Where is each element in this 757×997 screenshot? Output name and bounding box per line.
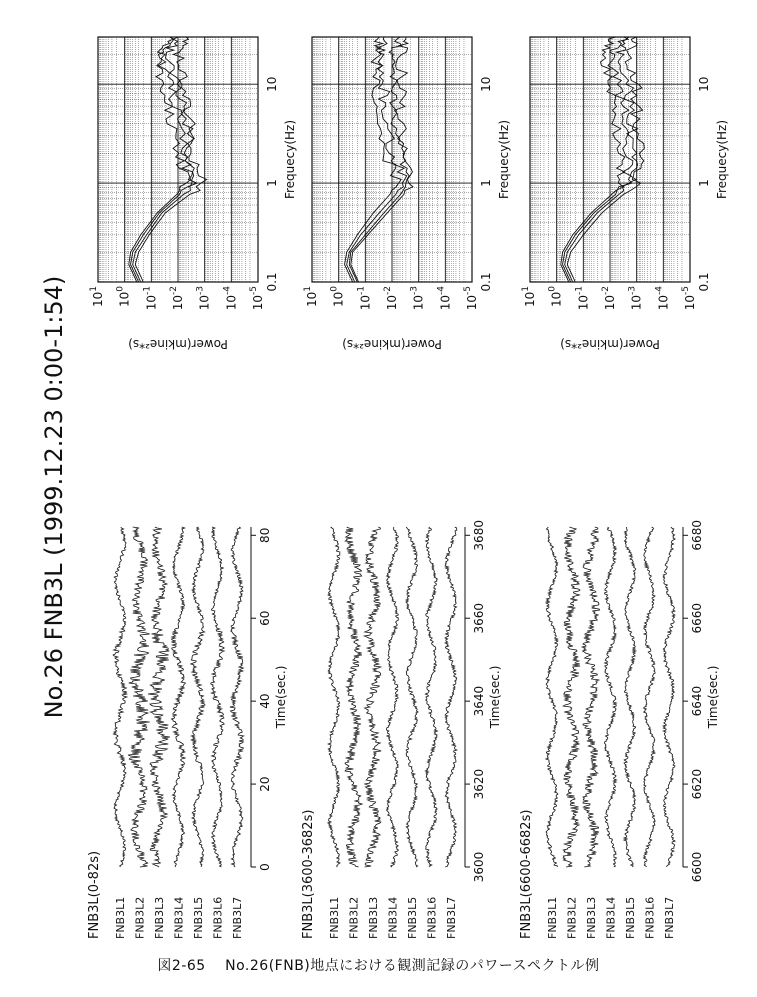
tick-base: 10 bbox=[438, 294, 453, 311]
tick-exponent: -5 bbox=[681, 286, 691, 295]
power-tick-label bbox=[196, 286, 212, 310]
tick-exponent: -2 bbox=[383, 286, 393, 295]
tick-exponent: 0 bbox=[329, 286, 340, 292]
tick-exponent: -1 bbox=[574, 286, 585, 295]
channel-label: FNB3L4 bbox=[604, 896, 618, 939]
trace-line bbox=[406, 527, 418, 867]
time-tick-label: 6680 bbox=[690, 520, 704, 551]
tick-base: 10 bbox=[171, 294, 185, 311]
time-tick-label: 3620 bbox=[472, 768, 486, 800]
tick-exponent: 0 bbox=[115, 286, 126, 292]
time-axis-label: Time(sec.) bbox=[706, 665, 720, 729]
trace-line bbox=[445, 527, 457, 867]
tick-exponent: -4 bbox=[222, 286, 233, 295]
tick-exponent: -5 bbox=[463, 286, 473, 295]
power-axis-label: Power(mkine²*s) bbox=[342, 337, 442, 351]
spectrum-panel-3 bbox=[521, 37, 729, 351]
trace-line bbox=[425, 527, 437, 867]
tick-base: 10 bbox=[251, 294, 265, 311]
tick-base: 10 bbox=[117, 291, 132, 308]
spectrum-line bbox=[561, 37, 625, 282]
trace-line bbox=[148, 527, 170, 867]
trace-line bbox=[582, 527, 599, 867]
panel-title: FNB3L(3600-3682s) bbox=[301, 809, 316, 939]
channel-label: FNB3L5 bbox=[406, 896, 419, 939]
tick-base: 10 bbox=[683, 294, 697, 311]
tick-exponent: 0 bbox=[547, 286, 558, 292]
channel-label: FNB3L7 bbox=[445, 896, 458, 939]
tick-exponent: -1 bbox=[356, 286, 367, 295]
tick-base: 10 bbox=[385, 294, 399, 311]
freq-tick-label: 10 bbox=[479, 76, 493, 92]
power-tick-label bbox=[410, 286, 426, 310]
time-tick-label: 20 bbox=[258, 776, 272, 792]
spectrum-panel-2 bbox=[303, 37, 511, 351]
channel-label: FNB3L1 bbox=[328, 896, 341, 939]
channel-label: FNB3L6 bbox=[425, 896, 439, 939]
freq-tick-label: 1 bbox=[479, 179, 493, 187]
freq-axis-label: Frequecy(Hz) bbox=[497, 119, 511, 200]
time-tick-label: 3640 bbox=[472, 685, 486, 717]
channel-label: FNB3L2 bbox=[565, 896, 579, 939]
power-tick-label bbox=[169, 286, 185, 310]
tick-base: 10 bbox=[197, 294, 212, 311]
power-tick-label bbox=[222, 286, 238, 311]
tick-base: 10 bbox=[144, 294, 159, 311]
channel-label: FNB3L4 bbox=[386, 896, 400, 939]
trace-line bbox=[128, 527, 150, 867]
panel-title: FNB3L(6600-6682s) bbox=[519, 809, 534, 939]
spectrum-line bbox=[129, 37, 191, 282]
tick-base: 10 bbox=[523, 291, 537, 308]
power-tick-label bbox=[330, 286, 346, 307]
power-tick-label bbox=[436, 286, 452, 311]
channel-label: FNB3L2 bbox=[133, 896, 147, 939]
channel-label: FNB3L5 bbox=[624, 896, 637, 939]
trace-line bbox=[230, 527, 244, 867]
trace-line bbox=[364, 527, 381, 867]
channel-label: FNB3L6 bbox=[211, 896, 225, 939]
channel-label: FNB3L5 bbox=[192, 896, 205, 939]
power-axis-label: Power(mkine²*s) bbox=[128, 337, 228, 351]
power-tick-label bbox=[116, 286, 132, 307]
figure-caption: 図2-65 No.26(FNB)地点における観測記録のパワースペクトル例 bbox=[157, 958, 600, 974]
channel-label: FNB3L7 bbox=[663, 896, 676, 939]
tick-exponent: -5 bbox=[249, 286, 259, 295]
trace-line bbox=[191, 527, 205, 867]
tick-base: 10 bbox=[358, 294, 373, 311]
tick-exponent: 1 bbox=[89, 286, 99, 292]
time-tick-label: 3600 bbox=[472, 851, 486, 883]
trace-line bbox=[345, 527, 362, 867]
tick-exponent: -1 bbox=[142, 286, 153, 295]
spectrum-line bbox=[133, 37, 195, 282]
tick-exponent: -2 bbox=[601, 286, 611, 295]
time-tick-label: 6600 bbox=[690, 851, 704, 883]
tick-exponent: -3 bbox=[409, 286, 420, 295]
trace-line bbox=[172, 527, 186, 867]
time-axis-label: Time(sec.) bbox=[274, 665, 288, 729]
trace-line bbox=[113, 527, 127, 867]
freq-tick-label: 10 bbox=[697, 76, 711, 92]
time-tick-label: 0 bbox=[258, 863, 272, 871]
tick-exponent: -3 bbox=[627, 286, 638, 295]
freq-axis-label: Frequecy(Hz) bbox=[715, 119, 729, 200]
power-tick-label bbox=[142, 286, 158, 310]
power-tick-label bbox=[654, 286, 670, 311]
tick-base: 10 bbox=[576, 294, 591, 311]
channel-label: FNB3L7 bbox=[231, 896, 244, 939]
trace-line bbox=[604, 527, 616, 867]
power-axis-label: Power(mkine²*s) bbox=[560, 337, 660, 351]
tick-base: 10 bbox=[411, 294, 426, 311]
tick-base: 10 bbox=[629, 294, 644, 311]
power-tick-label bbox=[356, 286, 372, 310]
power-tick-label bbox=[89, 286, 105, 307]
time-tick-label: 40 bbox=[258, 693, 272, 709]
time-tick-label: 6640 bbox=[690, 685, 704, 717]
figure-title: No.26 FNB3L (1999.12.23 0:00-1:54) bbox=[40, 275, 68, 719]
channel-label: FNB3L1 bbox=[546, 896, 559, 939]
power-tick-label bbox=[628, 286, 644, 310]
trace-line bbox=[663, 527, 675, 867]
channel-label: FNB3L2 bbox=[347, 896, 361, 939]
time-history-panel-3 bbox=[519, 520, 720, 939]
freq-tick-label: 0.1 bbox=[697, 272, 711, 292]
freq-tick-label: 1 bbox=[697, 179, 711, 187]
channel-label: FNB3L1 bbox=[114, 896, 127, 939]
time-tick-label: 60 bbox=[258, 610, 272, 626]
power-tick-label bbox=[303, 286, 319, 307]
trace-line bbox=[386, 527, 398, 867]
power-tick-label bbox=[681, 286, 697, 310]
freq-tick-label: 0.1 bbox=[479, 272, 493, 292]
power-tick-label bbox=[463, 286, 479, 310]
trace-line bbox=[563, 527, 580, 867]
time-axis-label: Time(sec.) bbox=[488, 665, 502, 729]
tick-exponent: -2 bbox=[169, 286, 179, 295]
trace-line bbox=[211, 527, 224, 867]
time-tick-label: 6660 bbox=[690, 602, 704, 634]
freq-tick-label: 10 bbox=[265, 76, 279, 92]
time-tick-label: 3660 bbox=[472, 602, 486, 634]
power-tick-label bbox=[383, 286, 399, 310]
tick-base: 10 bbox=[465, 294, 479, 311]
tick-exponent: 1 bbox=[521, 286, 531, 292]
tick-base: 10 bbox=[91, 291, 105, 308]
power-tick-label bbox=[249, 286, 265, 310]
trace-line bbox=[546, 527, 558, 867]
tick-base: 10 bbox=[331, 291, 346, 308]
tick-base: 10 bbox=[603, 294, 617, 311]
power-tick-label bbox=[548, 286, 564, 307]
freq-axis-label: Frequecy(Hz) bbox=[283, 119, 297, 200]
channel-label: FNB3L3 bbox=[153, 896, 166, 939]
channel-label: FNB3L6 bbox=[643, 896, 657, 939]
tick-base: 10 bbox=[305, 291, 319, 308]
trace-line bbox=[624, 527, 636, 867]
tick-exponent: -4 bbox=[436, 286, 447, 295]
time-tick-label: 3680 bbox=[472, 520, 486, 551]
tick-exponent: -3 bbox=[195, 286, 206, 295]
time-tick-label: 6620 bbox=[690, 768, 704, 800]
spectrum-panel-1 bbox=[89, 37, 297, 351]
trace-line bbox=[644, 527, 656, 867]
spectrum-line bbox=[351, 37, 413, 282]
spectrum-line bbox=[131, 37, 198, 282]
channel-label: FNB3L3 bbox=[367, 896, 380, 939]
time-history-panel-1 bbox=[87, 527, 288, 939]
time-tick-label: 80 bbox=[258, 527, 272, 543]
panel-title: FNB3L(0-82s) bbox=[87, 850, 102, 939]
tick-base: 10 bbox=[549, 291, 564, 308]
freq-tick-label: 0.1 bbox=[265, 272, 279, 292]
channel-label: FNB3L3 bbox=[585, 896, 598, 939]
tick-base: 10 bbox=[656, 294, 671, 311]
channel-label: FNB3L4 bbox=[172, 896, 186, 939]
power-tick-label bbox=[601, 286, 617, 310]
trace-line bbox=[328, 527, 340, 867]
power-tick-label bbox=[574, 286, 590, 310]
freq-tick-label: 1 bbox=[265, 179, 279, 187]
tick-base: 10 bbox=[224, 294, 239, 311]
spectrum-line bbox=[347, 37, 407, 282]
tick-exponent: -4 bbox=[654, 286, 665, 295]
tick-exponent: 1 bbox=[303, 286, 313, 292]
power-tick-label bbox=[521, 286, 537, 307]
time-history-panel-2 bbox=[301, 520, 502, 939]
